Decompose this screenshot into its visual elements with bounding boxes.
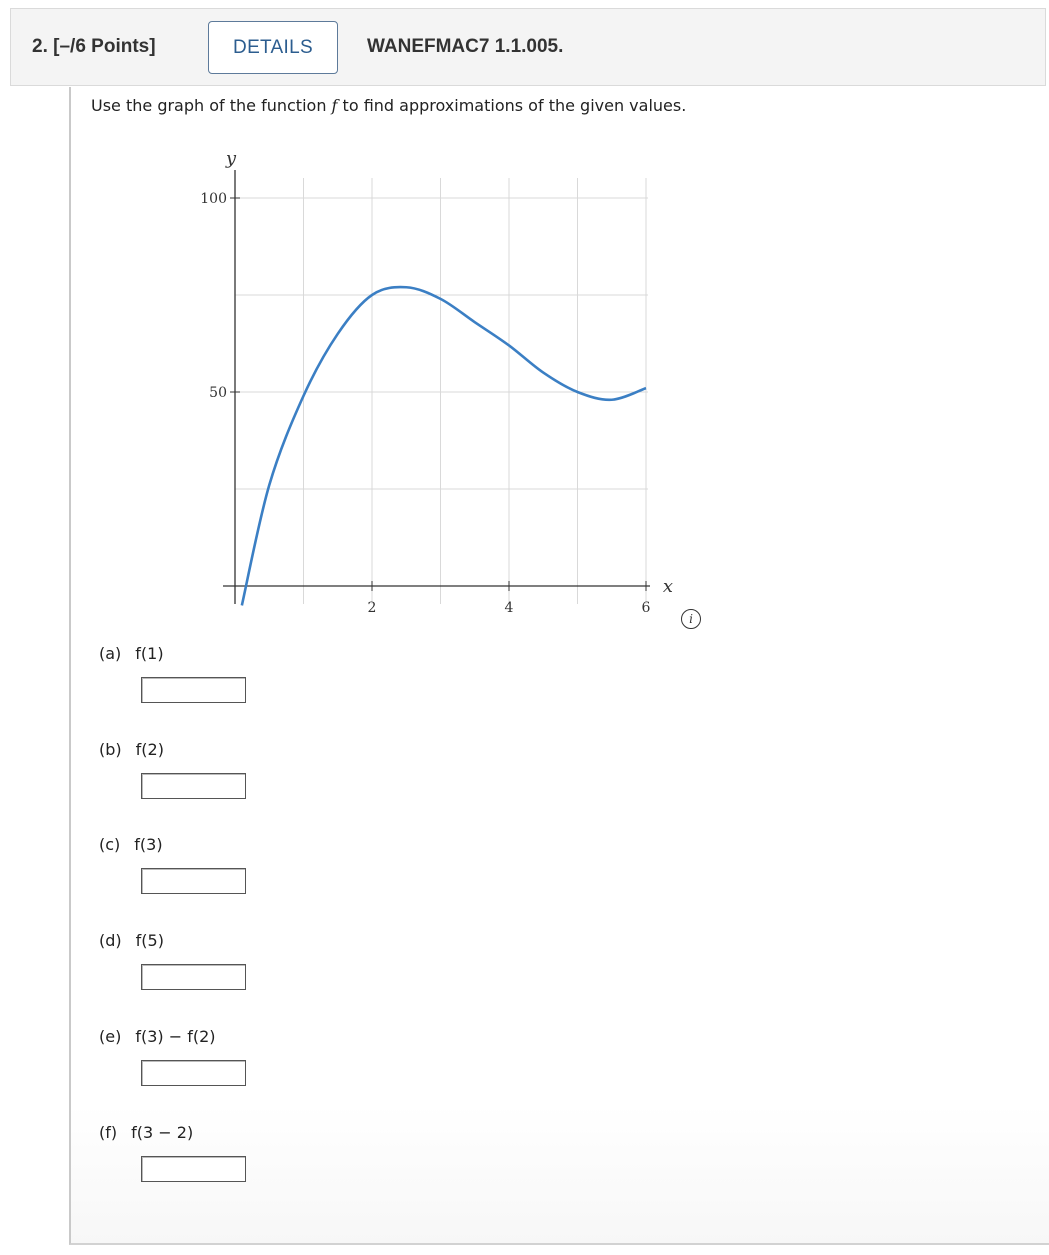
y-tick-label: 100 — [200, 191, 227, 207]
x-tick-label: 2 — [367, 600, 377, 616]
answer-input-b[interactable] — [141, 773, 246, 799]
answer-input-c[interactable] — [141, 868, 246, 894]
x-tick-label: 4 — [504, 600, 514, 616]
question-prompt: Use the graph of the function f to find approximations of the given values. — [91, 96, 687, 115]
details-button[interactable]: DETAILS — [208, 21, 338, 74]
question-number: 2. [–/6 Points] — [32, 36, 156, 57]
points-label: [–/6 Points] — [53, 36, 156, 57]
answer-input-a[interactable] — [141, 677, 246, 703]
part-label-e: (e) f(3) − f(2) — [99, 1027, 216, 1046]
answer-input-d[interactable] — [141, 964, 246, 990]
answer-input-f[interactable] — [141, 1156, 246, 1182]
question-header — [10, 8, 1046, 86]
x-tick-label: 6 — [641, 600, 651, 616]
part-label-b: (b) f(2) — [99, 740, 164, 759]
answer-input-e[interactable] — [141, 1060, 246, 1086]
y-axis-label: y — [225, 148, 237, 169]
part-label-a: (a) f(1) — [99, 644, 164, 663]
part-label-f: (f) f(3 − 2) — [99, 1123, 194, 1142]
part-label-c: (c) f(3) — [99, 835, 163, 854]
y-tick-label: 50 — [209, 385, 227, 401]
part-label-d: (d) f(5) — [99, 931, 164, 950]
question-code: WANEFMAC7 1.1.005. — [367, 36, 564, 57]
series-line-f — [242, 287, 646, 605]
x-axis-label: x — [662, 576, 674, 597]
function-graph — [180, 140, 700, 620]
info-icon[interactable]: i — [681, 609, 701, 629]
